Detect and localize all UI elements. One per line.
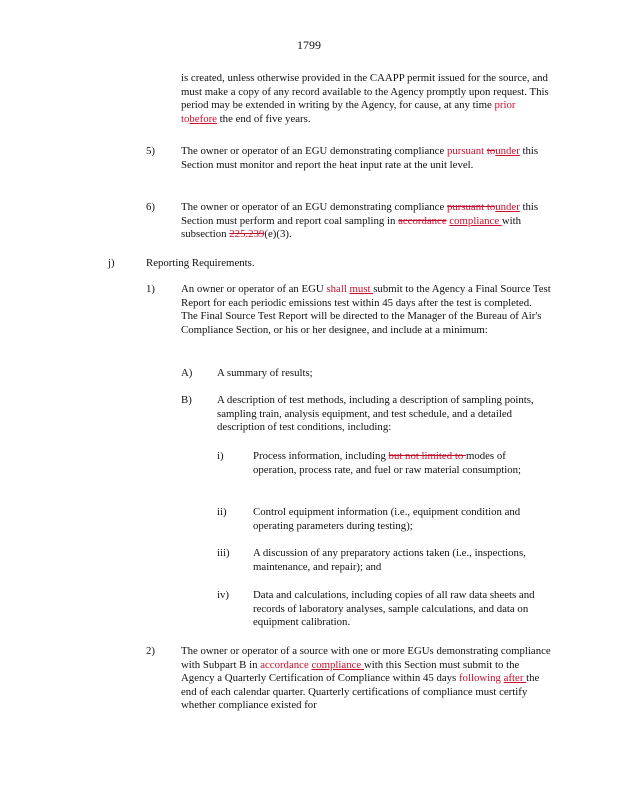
section-j-title: Reporting Requirements. [146, 257, 255, 269]
jiii-text: A discussion of any preparatory actions taken (i.e., inspections, maintenance, and repair); and [253, 547, 526, 573]
item-6-marker: 6) [146, 201, 155, 213]
jii-text: Control equipment information (i.e., equipment condition and operating parameters during testing); [253, 506, 521, 532]
jiii-marker: iii) [217, 547, 230, 559]
intro-paragraph: is created, unless otherwise provided in the CAAPP permit issued for the source, and must make a copy of any record available to the Agency promptly upon request. This period may be extended in writing by the Agency, for cause, at any time prior tobefore the end of five years. [181, 72, 549, 125]
ji-marker: i) [217, 450, 224, 462]
item-5-text: The owner or operator of an EGU demonstrating compliance pursuant tounder this Section must monitor and report the heat input rate at the unit level. [181, 145, 539, 171]
jA-marker: A) [181, 367, 193, 379]
jB-marker: B) [181, 394, 192, 406]
j1-text: An owner or operator of an EGU shall must submit to the Agency a Final Source Test Report for each periodic emissions test within 45 days after the test is completed. The Final Source Test Report will be directed to the Manager of the Bureau of Air's Compliance Section, or his or her designee, and include at a minimum: [181, 283, 551, 336]
j2-text: The owner or operator of a source with one or more EGUs demonstrating compliance with Subpart B in accordance compliance with this Section must submit to the Agency a Quarterly Certification of Compliance within 45 days following after the end of each calendar quarter. Quarterly certifications of compliance must certify whether compliance existed for [181, 645, 551, 712]
jB-text: A description of test methods, including a description of sampling points, sampling train, analysis equipment, and test schedule, and a detailed description of test conditions, including: [217, 394, 534, 434]
j1-marker: 1) [146, 283, 155, 295]
jii-marker: ii) [217, 506, 227, 518]
jiv-marker: iv) [217, 589, 229, 601]
jiv-text: Data and calculations, including copies of all raw data sheets and records of laboratory analyses, sample calculations, and data on equipment calibration. [253, 589, 535, 629]
section-j-marker: j) [108, 257, 115, 269]
item-5-marker: 5) [146, 145, 155, 157]
j2-marker: 2) [146, 645, 155, 657]
page-number: 1799 [297, 38, 321, 52]
ji-text: Process information, including but not limited to modes of operation, process rate, and fuel or raw material consumption; [253, 450, 522, 476]
jA-text: A summary of results; [217, 367, 313, 379]
item-6-text: The owner or operator of an EGU demonstrating compliance pursuant tounder this Section must perform and report coal sampling in accordance compliance with subsection 225.239(e)(3). [181, 201, 539, 241]
